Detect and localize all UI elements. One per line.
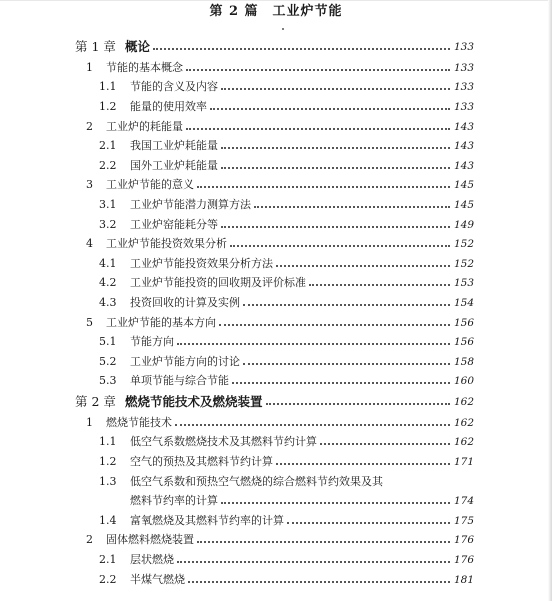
toc-subsection-entry (0, 274, 552, 294)
entry-title: 富氧燃烧及其燃料节约率的计算 (130, 513, 284, 527)
dot-leader (232, 372, 450, 392)
entry-page-number: 143 (453, 159, 474, 172)
toc-subsection-entry (0, 332, 552, 352)
entry-title: 投资回收的计算及实例 (130, 295, 240, 309)
entry-title: 节能的基本概念 (106, 60, 183, 74)
entry-title: 工业炉节能投资的回收期及评价标准 (130, 276, 306, 290)
entry-number: 2.1 (99, 553, 117, 567)
entry-number: 1.1 (99, 435, 117, 449)
dot-leader (266, 391, 450, 413)
entry-page-number: 175 (453, 514, 474, 527)
entry-title: 工业炉节能潜力测算方法 (130, 197, 251, 211)
entry-title: 工业炉窑能耗分等 (130, 217, 218, 231)
toc-subsection-entry (0, 78, 552, 98)
entry-page-number: 149 (453, 218, 474, 231)
entry-title: 半煤气燃烧 (130, 572, 185, 586)
entry-number: 1.2 (99, 99, 117, 113)
entry-page-number: 133 (453, 61, 474, 74)
entry-title: 低空气系数和预热空气燃烧的综合燃料节约效果及其 (130, 474, 383, 488)
entry-title: 固体燃料燃烧装置 (106, 533, 194, 547)
entry-title: 低空气系数燃烧技术及其燃料节约计算 (130, 435, 317, 449)
entry-title: 燃烧节能技术 (106, 415, 172, 429)
toc-section-entry (0, 58, 552, 78)
entry-title: 能量的使用效率 (130, 99, 207, 113)
toc-subsection-entry (0, 136, 552, 156)
entry-page-number: 143 (453, 120, 474, 133)
dot-leader (177, 332, 450, 352)
entry-number: 3.2 (99, 217, 117, 231)
dot-leader (230, 234, 450, 254)
dot-leader (243, 352, 450, 372)
entry-title-continuation: 燃料节约率的计算 (130, 494, 218, 508)
entry-page-number: 162 (453, 436, 474, 449)
entry-page-number: 156 (453, 336, 474, 349)
dot-leader (221, 136, 450, 156)
entry-page-number: 162 (453, 416, 474, 429)
entry-title: 工业炉节能投资效果分析 (106, 237, 227, 251)
toc-chapter-entry (0, 391, 552, 413)
dot-leader (276, 452, 450, 472)
entry-number: 5.1 (99, 335, 117, 349)
toc-subsection-entry (0, 372, 552, 392)
part-label: 第 2 篇 (209, 4, 259, 19)
dot-leader (276, 254, 450, 274)
entry-title: 空气的预热及其燃料节约计算 (130, 455, 273, 469)
entry-page-number: 158 (453, 355, 474, 368)
dot-leader (243, 293, 450, 313)
entry-title: 层状燃烧 (130, 553, 174, 567)
part-heading (0, 2, 552, 22)
dot-leader (221, 215, 450, 235)
entry-page-number: 152 (453, 257, 474, 270)
toc-subsection-entry (0, 511, 552, 531)
entry-page-number: 181 (453, 573, 474, 586)
dot-leader (219, 313, 450, 333)
entry-page-number: 153 (453, 277, 474, 290)
entry-number: 1 (86, 415, 93, 429)
toc-subsection-entry (0, 254, 552, 274)
toc-subsection-continuation (0, 491, 552, 511)
entry-number: 第 2 章 (75, 394, 116, 410)
toc-subsection-entry (0, 452, 552, 472)
dot-leader (287, 511, 450, 531)
entry-page-number: 160 (453, 375, 474, 388)
entry-title: 国外工业炉耗能量 (130, 158, 218, 172)
dot-leader (188, 570, 450, 590)
entry-number: 1.2 (99, 455, 117, 469)
entry-number: 5.3 (99, 374, 117, 388)
dot-leader (221, 156, 450, 176)
toc-subsection-entry (0, 195, 552, 215)
entry-title: 工业炉节能的基本方向 (106, 315, 216, 329)
entry-page-number: 176 (453, 534, 474, 547)
entry-number: 2.2 (99, 158, 117, 172)
toc-subsection-entry (0, 156, 552, 176)
toc-subsection-entry (0, 570, 552, 590)
entry-title: 工业炉节能的意义 (106, 178, 194, 192)
entry-page-number: 145 (453, 198, 474, 211)
dot-leader (175, 413, 450, 433)
dot-leader (186, 117, 450, 137)
toc-section-entry (0, 313, 552, 333)
dot-leader (197, 176, 450, 196)
entry-number: 第 1 章 (75, 39, 116, 54)
entry-number: 2 (86, 533, 93, 547)
toc-subsection-entry (0, 215, 552, 235)
dot-leader (186, 58, 450, 78)
entry-number: 1.1 (99, 80, 117, 94)
entry-number: 5 (86, 315, 93, 329)
entry-number: 4.2 (99, 276, 117, 290)
entry-page-number: 176 (453, 554, 474, 567)
entry-number: 3 (86, 178, 93, 192)
entry-title: 工业炉节能方向的讨论 (130, 354, 240, 368)
entry-number: 2 (86, 119, 93, 133)
entry-number: 4 (86, 237, 93, 251)
entry-number: 3.1 (99, 197, 117, 211)
scan-top-edge (0, 0, 552, 1)
entry-number: 1.3 (99, 474, 117, 488)
dot-leader (254, 195, 450, 215)
entry-page-number: 133 (453, 81, 474, 94)
entry-title: 节能方向 (130, 335, 174, 349)
entry-page-number: 133 (453, 41, 474, 53)
entry-page-number: 156 (453, 316, 474, 329)
toc-section-entry (0, 234, 552, 254)
entry-page-number: 152 (453, 238, 474, 251)
entry-number: 2.1 (99, 139, 117, 153)
part-title: 工业炉节能 (272, 4, 343, 19)
entry-page-number: 145 (453, 179, 474, 192)
toc-subsection-entry (0, 550, 552, 570)
dot-leader (210, 97, 450, 117)
entry-number: 1 (86, 60, 93, 74)
entry-number: 5.2 (99, 354, 117, 368)
entry-title: 工业炉节能投资效果分析方法 (130, 256, 273, 270)
entry-page-number: 133 (453, 100, 474, 113)
entry-page-number: 171 (453, 456, 474, 469)
toc-chapter-entry (0, 36, 552, 58)
entry-title: 单项节能与综合节能 (130, 374, 229, 388)
entry-number: 4.3 (99, 295, 117, 309)
dot-leader (153, 36, 450, 58)
dot-leader (309, 274, 450, 294)
toc-section-entry (0, 531, 552, 551)
entry-number: 2.2 (99, 572, 117, 586)
table-of-contents (0, 36, 552, 589)
dot-leader (221, 491, 450, 511)
dot-leader (177, 550, 450, 570)
ink-dot (282, 28, 284, 30)
dot-leader (221, 78, 450, 98)
entry-title: 工业炉的耗能量 (106, 119, 183, 133)
entry-title: 燃烧节能技术及燃烧装置 (125, 394, 263, 410)
toc-subsection-entry (0, 352, 552, 372)
entry-title: 我国工业炉耗能量 (130, 139, 218, 153)
toc-section-entry (0, 117, 552, 137)
entry-number: 4.1 (99, 256, 117, 270)
entry-page-number: 154 (453, 296, 474, 309)
dot-leader (197, 531, 450, 551)
toc-subsection-entry (0, 472, 552, 492)
scan-right-edge (548, 0, 552, 601)
toc-section-entry (0, 413, 552, 433)
dot-leader (320, 433, 450, 453)
entry-page-number: 174 (453, 495, 474, 508)
entry-number: 1.4 (99, 513, 117, 527)
entry-title: 节能的含义及内容 (130, 80, 218, 94)
toc-subsection-entry (0, 433, 552, 453)
toc-subsection-entry (0, 293, 552, 313)
entry-page-number: 162 (453, 396, 474, 409)
toc-subsection-entry (0, 97, 552, 117)
entry-title: 概论 (125, 39, 151, 54)
entry-page-number: 143 (453, 140, 474, 153)
toc-section-entry (0, 176, 552, 196)
